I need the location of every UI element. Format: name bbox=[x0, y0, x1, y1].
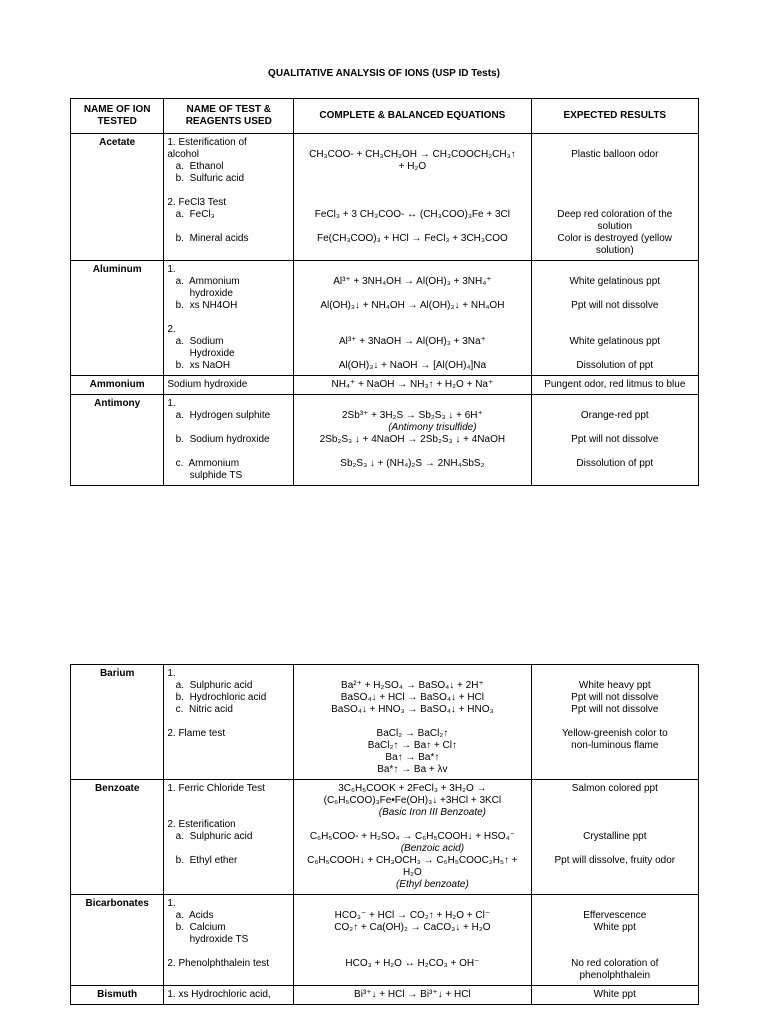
equation-line: (Basic Iron III Benzoate) bbox=[378, 807, 487, 818]
test-line bbox=[167, 843, 290, 855]
test-line: 1. Ferric Chloride Test bbox=[167, 783, 265, 794]
result-line bbox=[535, 137, 695, 149]
equation-line: BaSO₄↓ + HCl → BaSO₄↓ + HCl bbox=[340, 692, 484, 703]
equation-line: Ba²⁺ + H₂SO₄ → BaSO₄↓ + 2H⁺ bbox=[341, 680, 484, 691]
test-line bbox=[167, 716, 290, 728]
equation-line bbox=[297, 312, 527, 324]
result-line bbox=[535, 716, 695, 728]
equation-line: (Benzoic acid) bbox=[400, 843, 465, 854]
ion-name: Acetate bbox=[71, 134, 164, 261]
equation-line: NH₄⁺ + NaOH → NH₃↑ + H₂O + Na⁺ bbox=[331, 379, 494, 390]
equation-cell bbox=[294, 395, 531, 486]
result-line bbox=[535, 898, 695, 910]
test-line: a. Sulphuric acid bbox=[167, 680, 253, 691]
equation-line bbox=[297, 137, 527, 149]
equation-line: Al(OH)₃↓ + NaOH → [Al(OH)₄]Na bbox=[338, 360, 487, 371]
test-line: 1. bbox=[167, 898, 176, 909]
equation-line: HCO₃⁻ + HCl → CO₂↑ + H₂O + Cl⁻ bbox=[334, 910, 491, 921]
result-cell bbox=[531, 395, 698, 486]
test-line: alcohol bbox=[167, 149, 200, 160]
result-line: Salmon colored ppt bbox=[571, 783, 658, 794]
equation-line bbox=[297, 173, 527, 185]
result-line bbox=[535, 422, 695, 434]
ion-row-ammonium bbox=[71, 376, 699, 395]
equation-line bbox=[297, 716, 527, 728]
result-cell bbox=[531, 134, 698, 261]
test-line bbox=[167, 879, 290, 891]
test-line bbox=[167, 422, 290, 434]
equation-line: + H₂O bbox=[398, 161, 427, 172]
result-line bbox=[535, 446, 695, 458]
equation-line: HCO₃ + H₂O ↔ H₂CO₃ + OH⁻ bbox=[345, 958, 480, 969]
result-line: Effervescence bbox=[583, 910, 647, 921]
ion-name: Bismuth bbox=[71, 986, 164, 1005]
ion-row-acetate bbox=[71, 134, 699, 261]
result-line bbox=[535, 470, 695, 482]
result-line: No red coloration of bbox=[571, 958, 659, 969]
equation-line: Bi³⁺↓ + HCl → Bi³⁺↓ + HCl bbox=[354, 989, 471, 1000]
equation-line bbox=[297, 185, 527, 197]
equation-line: Ba↑ → Ba*↑ bbox=[385, 752, 440, 763]
result-line: White gelatinous ppt bbox=[569, 276, 661, 287]
equation-line: (C₆H₅COO)₃Fe•Fe(OH)₃↓ +3HCl + 3KCl bbox=[323, 795, 502, 806]
test-cell bbox=[164, 261, 294, 376]
test-line: 1. bbox=[167, 668, 176, 679]
result-line bbox=[535, 752, 695, 764]
equation-line: BaCl₂ → BaCl₂↑ bbox=[376, 728, 449, 739]
test-line: b. xs NaOH bbox=[167, 360, 231, 371]
result-line: non-luminous flame bbox=[571, 740, 659, 751]
equation-line bbox=[297, 288, 527, 300]
test-line: hydroxide bbox=[167, 288, 233, 299]
result-cell bbox=[531, 986, 698, 1005]
test-cell bbox=[164, 780, 294, 895]
test-line: 1. bbox=[167, 264, 176, 275]
result-line: Deep red coloration of the bbox=[557, 209, 673, 220]
result-line bbox=[535, 398, 695, 410]
result-line: Ppt will not dissolve bbox=[571, 300, 659, 311]
equation-line: Al³⁺ + 3NH₄OH → Al(OH)₃ + 3NH₄⁺ bbox=[333, 276, 492, 287]
equation-cell bbox=[294, 986, 531, 1005]
result-line: White ppt bbox=[593, 989, 636, 1000]
test-line: b. Ethyl ether bbox=[167, 855, 238, 866]
result-cell bbox=[531, 665, 698, 780]
equation-line: Al³⁺ + 3NaOH → Al(OH)₃ + 3Na⁺ bbox=[338, 336, 486, 347]
test-line: Hydroxide bbox=[167, 348, 235, 359]
test-cell bbox=[164, 395, 294, 486]
equation-line: 2Sb³⁺ + 3H₂S → Sb₂S₃ ↓ + 6H⁺ bbox=[341, 410, 483, 421]
result-line bbox=[535, 819, 695, 831]
test-line bbox=[167, 764, 290, 776]
equation-line bbox=[297, 446, 527, 458]
equation-cell bbox=[294, 665, 531, 780]
ion-row-aluminum bbox=[71, 261, 699, 376]
result-line bbox=[535, 668, 695, 680]
result-line: phenolphthalein bbox=[579, 970, 651, 981]
equation-line: C₆H₅COOH↓ + CH₃OCH₃ → C₆H₅COOC₂H₅↑ + bbox=[307, 855, 518, 866]
test-line: c. Nitric acid bbox=[167, 704, 233, 715]
equation-line bbox=[297, 470, 527, 482]
test-cell bbox=[164, 376, 294, 395]
test-line bbox=[167, 185, 290, 197]
test-line: b. xs NH4OH bbox=[167, 300, 238, 311]
equation-line bbox=[297, 898, 527, 910]
test-line: 2. FeCl3 Test bbox=[167, 197, 227, 208]
result-cell bbox=[531, 261, 698, 376]
equation-line bbox=[297, 221, 527, 233]
test-line bbox=[167, 752, 290, 764]
test-cell bbox=[164, 986, 294, 1005]
equation-line: CO₂↑ + Ca(OH)₂ → CaCO₃↓ + H₂O bbox=[334, 922, 491, 933]
test-line: b. Calcium bbox=[167, 922, 226, 933]
test-line: a. Ethanol bbox=[167, 161, 224, 172]
test-line bbox=[167, 867, 290, 879]
test-line: 1. xs Hydrochloric acid, bbox=[167, 989, 271, 1000]
result-line: Ppt will not dissolve bbox=[571, 704, 659, 715]
result-line: Crystalline ppt bbox=[583, 831, 647, 842]
result-line: Plastic balloon odor bbox=[571, 149, 659, 160]
result-line: solution bbox=[597, 221, 633, 232]
result-line: Dissolution of ppt bbox=[576, 360, 654, 371]
result-line: Dissolution of ppt bbox=[576, 458, 654, 469]
result-line bbox=[535, 185, 695, 197]
equation-line: (Antimony trisulfide) bbox=[388, 422, 477, 433]
equation-line: (Ethyl benzoate) bbox=[395, 879, 469, 890]
equation-line bbox=[297, 348, 527, 360]
result-line bbox=[535, 264, 695, 276]
result-line: Ppt will dissolve, fruity odor bbox=[554, 855, 676, 866]
test-line: 1. bbox=[167, 398, 176, 409]
ion-name: Benzoate bbox=[71, 780, 164, 895]
equation-line: H₂O bbox=[402, 867, 422, 878]
test-line: b. Sulfuric acid bbox=[167, 173, 245, 184]
equation-cell bbox=[294, 376, 531, 395]
ion-name: Bicarbonates bbox=[71, 895, 164, 986]
result-line: Color is destroyed (yellow bbox=[557, 233, 673, 244]
ion-row-benzoate bbox=[71, 780, 699, 895]
table-header-row bbox=[71, 99, 699, 134]
test-line: a. Ammonium bbox=[167, 276, 240, 287]
result-line: Orange-red ppt bbox=[580, 410, 649, 421]
test-line: 2. bbox=[167, 324, 176, 335]
equation-line: 3C₆H₅COOK + 2FeCl₃ + 3H₂O → bbox=[338, 783, 487, 794]
test-line: c. Ammonium bbox=[167, 458, 240, 469]
test-line: a. Hydrogen sulphite bbox=[167, 410, 271, 421]
test-line bbox=[167, 946, 290, 958]
equation-cell bbox=[294, 134, 531, 261]
test-line: a. FeCl₃ bbox=[167, 209, 215, 220]
test-line: sulphide TS bbox=[167, 470, 243, 481]
equation-line bbox=[297, 934, 527, 946]
ion-name: Barium bbox=[71, 665, 164, 780]
result-line bbox=[535, 173, 695, 185]
result-line bbox=[535, 879, 695, 891]
test-line: Sodium hydroxide bbox=[167, 379, 248, 390]
result-line: White gelatinous ppt bbox=[569, 336, 661, 347]
ion-row-barium bbox=[71, 665, 699, 780]
result-line: White ppt bbox=[593, 922, 636, 933]
result-line bbox=[535, 348, 695, 360]
ion-name: Ammonium bbox=[71, 376, 164, 395]
test-line: b. Hydrochloric acid bbox=[167, 692, 267, 703]
result-line bbox=[535, 324, 695, 336]
equation-cell bbox=[294, 780, 531, 895]
result-cell bbox=[531, 376, 698, 395]
test-line bbox=[167, 807, 290, 819]
result-line bbox=[535, 843, 695, 855]
result-line bbox=[535, 764, 695, 776]
equation-line: BaSO₄↓ + HNO₃ → BaSO₄↓ + HNO₃ bbox=[331, 704, 494, 715]
ion-name: Aluminum bbox=[71, 261, 164, 376]
result-line: Yellow-greenish color to bbox=[561, 728, 668, 739]
equation-line: Al(OH)₃↓ + NH₄OH → Al(OH)₃↓ + NH₄OH bbox=[320, 300, 505, 311]
result-line bbox=[535, 946, 695, 958]
equation-line: FeCl₃ + 3 CH₃COO- ↔ (CH₃COO)₃Fe + 3Cl bbox=[314, 209, 510, 220]
test-line bbox=[167, 795, 290, 807]
test-line: b. Sodium hydroxide bbox=[167, 434, 270, 445]
equation-line: BaCl₂↑ → Ba↑ + Cl↑ bbox=[367, 740, 457, 751]
result-line: White heavy ppt bbox=[578, 680, 651, 691]
equation-line bbox=[297, 819, 527, 831]
header-expected-results: EXPECTED RESULTS bbox=[531, 99, 698, 134]
equation-line bbox=[297, 324, 527, 336]
test-line: 2. Flame test bbox=[167, 728, 226, 739]
result-line: Ppt will not dissolve bbox=[571, 692, 659, 703]
ion-row-antimony bbox=[71, 395, 699, 486]
result-line bbox=[535, 197, 695, 209]
ion-row-bismuth bbox=[71, 986, 699, 1005]
test-line bbox=[167, 740, 290, 752]
result-line: Ppt will not dissolve bbox=[571, 434, 659, 445]
equation-line: Ba*↑ → Ba + λv bbox=[377, 764, 448, 775]
result-cell bbox=[531, 895, 698, 986]
result-line bbox=[535, 867, 695, 879]
test-cell bbox=[164, 665, 294, 780]
test-line: 2. Phenolphthalein test bbox=[167, 958, 270, 969]
test-line bbox=[167, 221, 290, 233]
test-cell bbox=[164, 134, 294, 261]
ion-analysis-table-continued bbox=[70, 664, 699, 1005]
test-line: a. Sulphuric acid bbox=[167, 831, 253, 842]
test-line: a. Sodium bbox=[167, 336, 224, 347]
equation-line: Fe(CH₃COO)₃ + HCl → FeCl₃ + 3CH₃COO bbox=[317, 233, 508, 244]
test-line: hydroxide TS bbox=[167, 934, 249, 945]
ion-row-bicarbonates bbox=[71, 895, 699, 986]
equation-line bbox=[297, 264, 527, 276]
equation-cell bbox=[294, 895, 531, 986]
equation-line bbox=[297, 668, 527, 680]
test-line bbox=[167, 446, 290, 458]
test-cell bbox=[164, 895, 294, 986]
result-line bbox=[535, 807, 695, 819]
result-line bbox=[535, 934, 695, 946]
result-line bbox=[535, 795, 695, 807]
equation-line bbox=[297, 197, 527, 209]
header-test-name: NAME OF TEST & REAGENTS USED bbox=[164, 99, 294, 134]
equation-line: 2Sb₂S₃ ↓ + 4NaOH → 2Sb₂S₃ ↓ + 4NaOH bbox=[319, 434, 506, 445]
equation-line bbox=[297, 398, 527, 410]
result-line bbox=[535, 288, 695, 300]
test-line: 1. Esterification of bbox=[167, 137, 247, 148]
equation-line: CH₃COO- + CH₃CH₂OH → CH₃COOCH₂CH₃↑ bbox=[309, 149, 516, 160]
equation-line bbox=[297, 946, 527, 958]
ion-analysis-table bbox=[70, 98, 699, 486]
test-line: b. Mineral acids bbox=[167, 233, 249, 244]
header-ion-name: NAME OF ION TESTED bbox=[71, 99, 164, 134]
test-line: a. Acids bbox=[167, 910, 214, 921]
equation-line: C₆H₅COO- + H₂SO₄ → C₆H₅COOH↓ + HSO₄⁻ bbox=[309, 831, 515, 842]
result-line: solution) bbox=[595, 245, 634, 256]
header-equations: COMPLETE & BALANCED EQUATIONS bbox=[294, 99, 531, 134]
test-line bbox=[167, 312, 290, 324]
ion-name: Antimony bbox=[71, 395, 164, 486]
result-cell bbox=[531, 780, 698, 895]
document-title: QUALITATIVE ANALYSIS OF IONS (USP ID Tests) bbox=[268, 68, 500, 79]
equation-line: Sb₂S₃ ↓ + (NH₄)₂S → 2NH₄SbS₂ bbox=[340, 458, 485, 469]
result-line bbox=[535, 161, 695, 173]
test-line: 2. Esterification bbox=[167, 819, 236, 830]
equation-cell bbox=[294, 261, 531, 376]
result-line bbox=[535, 312, 695, 324]
result-line: Pungent odor, red litmus to blue bbox=[544, 379, 686, 390]
